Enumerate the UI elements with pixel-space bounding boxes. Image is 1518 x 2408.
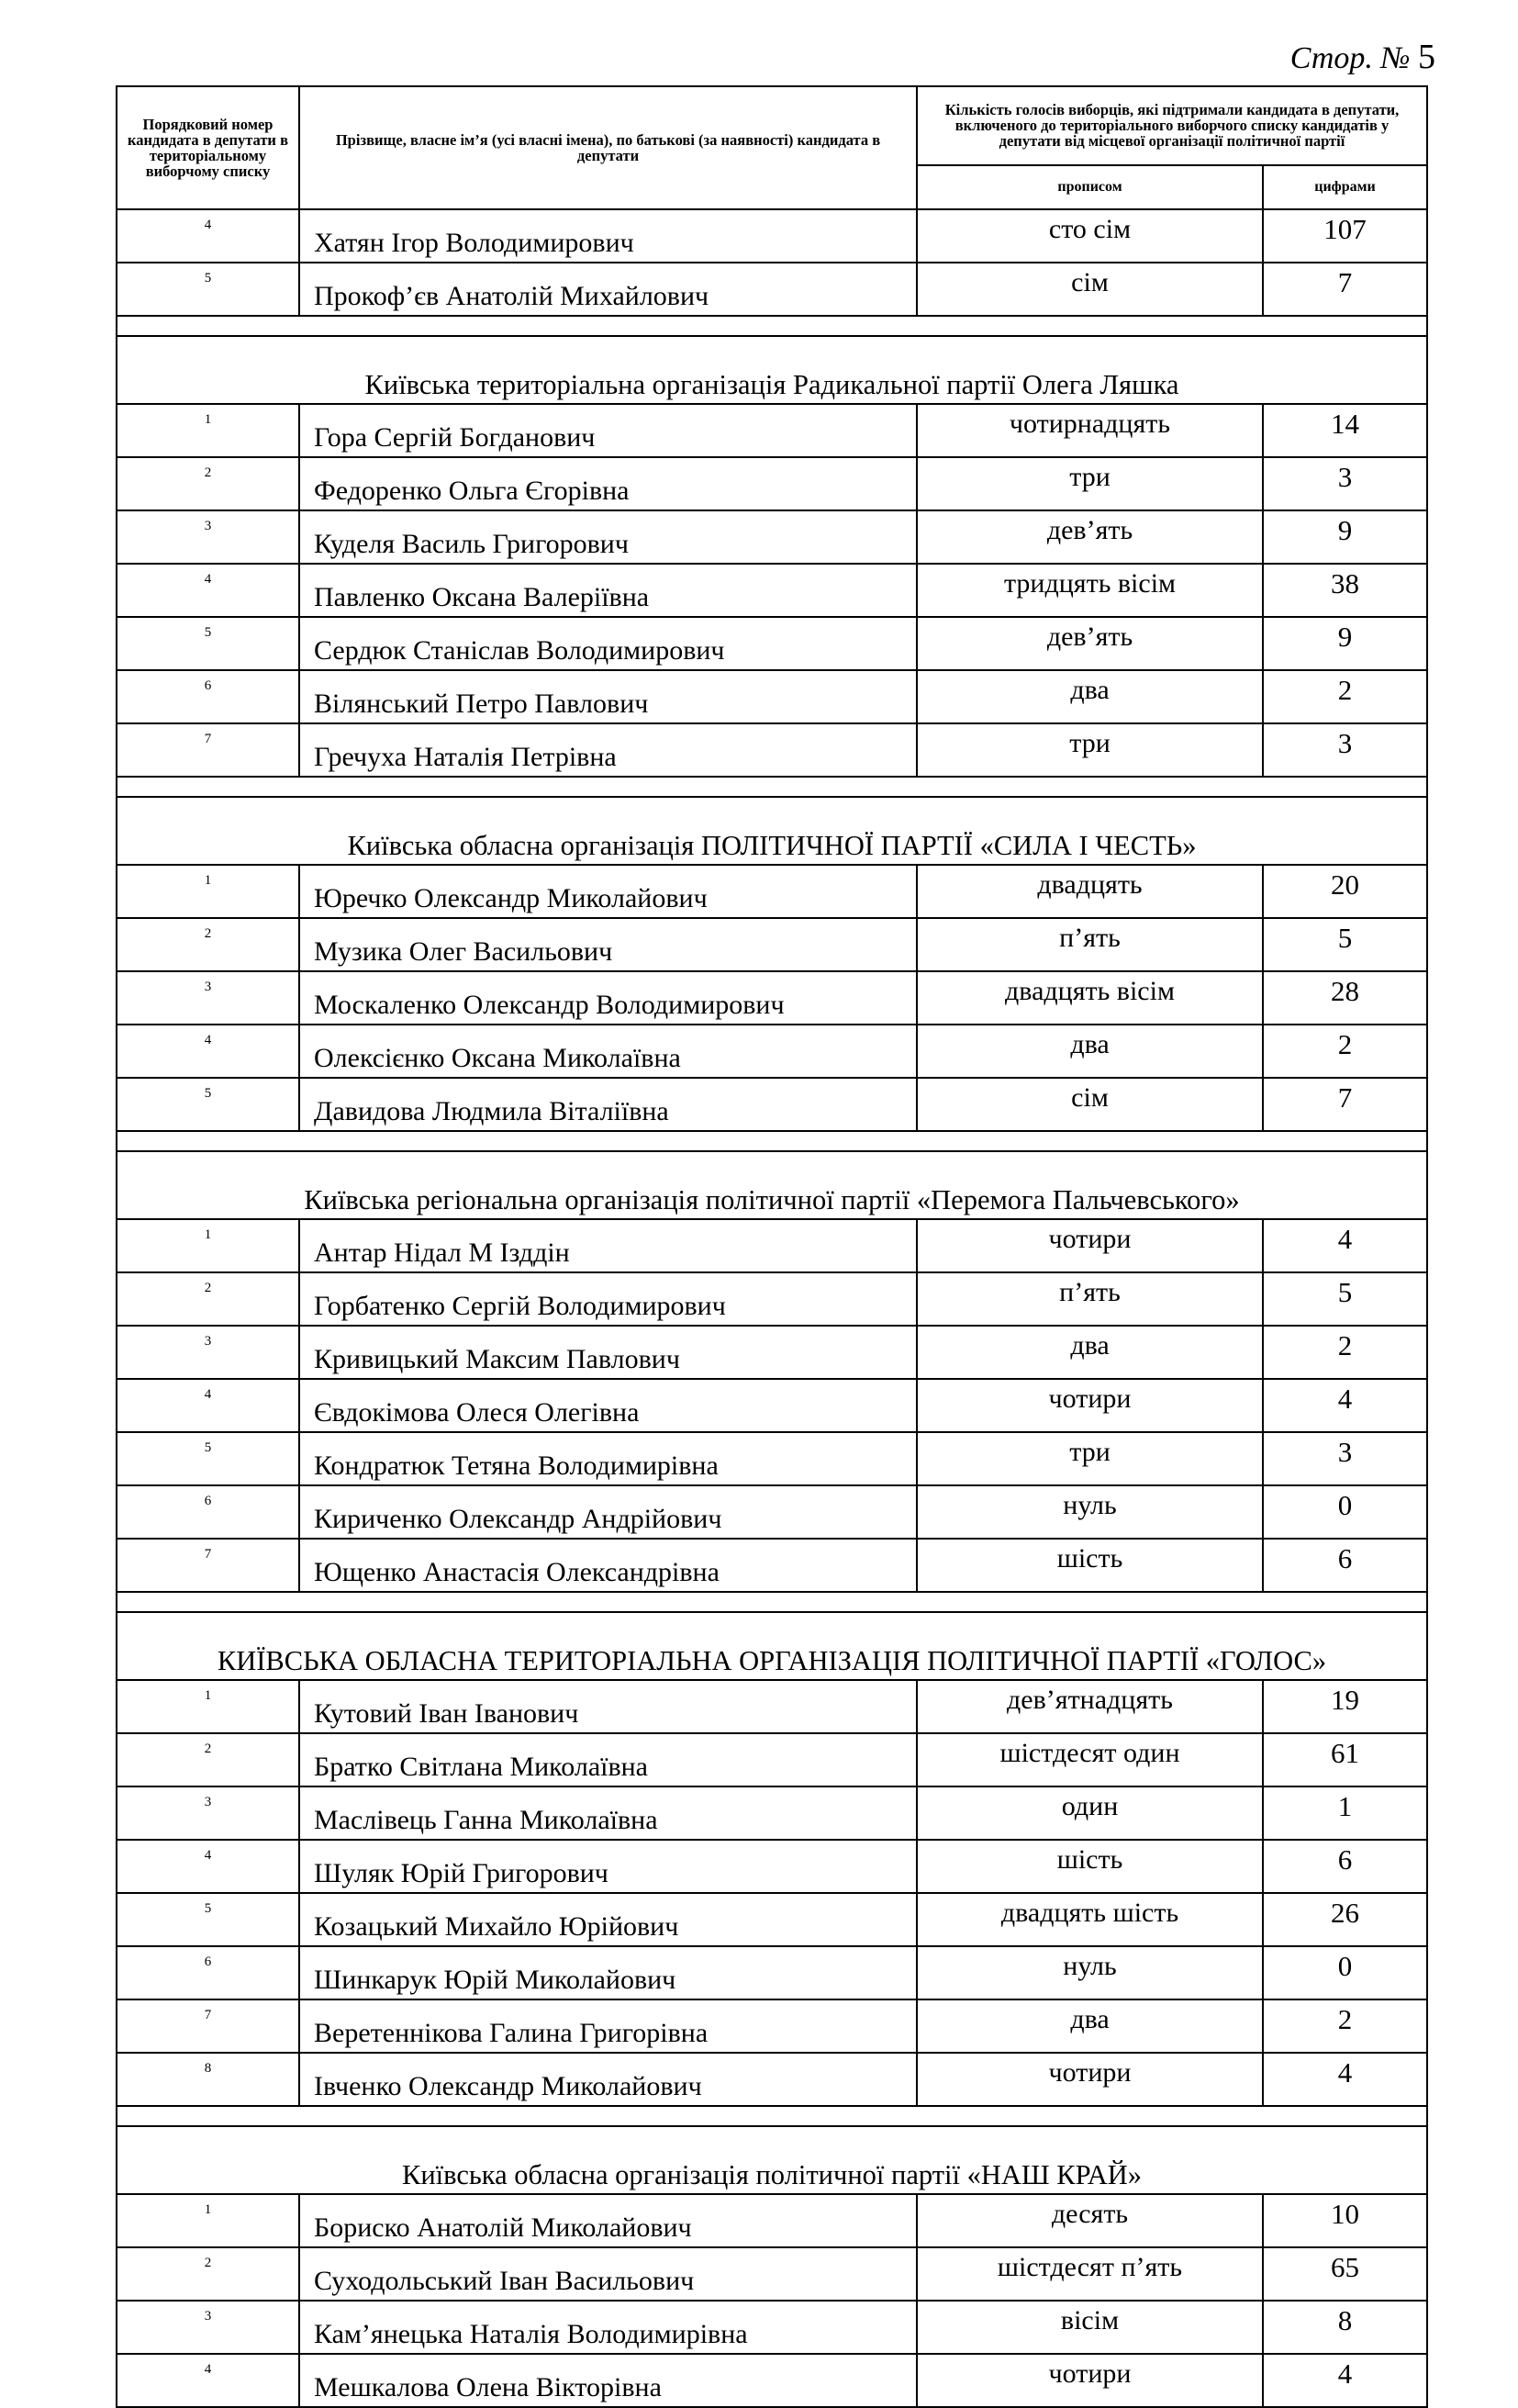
- candidate-row: [117, 2354, 1427, 2407]
- candidate-name: Сердюк Станіслав Володимирович: [299, 617, 917, 670]
- votes-in-words: два: [917, 1326, 1263, 1379]
- candidate-number: 3: [117, 1786, 299, 1840]
- party-header-row: [117, 2126, 1427, 2194]
- table-body: [117, 209, 1427, 2407]
- candidate-name: Гора Сергій Богданович: [299, 404, 917, 457]
- candidate-number: 6: [117, 1485, 299, 1539]
- votes-in-words: шістдесят п’ять: [917, 2247, 1263, 2301]
- page-number-prefix: Стор. №: [1289, 41, 1411, 75]
- candidate-name: Євдокімова Олеся Олегівна: [299, 1379, 917, 1432]
- votes-in-digits: 28: [1263, 971, 1427, 1025]
- party-title: КИЇВСЬКА ОБЛАСНА ТЕРИТОРІАЛЬНА ОРГАНІЗАЦІЯ ПОЛІТИЧНОЇ ПАРТІЇ «ГОЛОС»: [117, 1612, 1427, 1680]
- candidate-name: Павленко Оксана Валеріївна: [299, 564, 917, 617]
- candidate-name: Юречко Олександр Миколайович: [299, 865, 917, 918]
- votes-in-words: один: [917, 1786, 1263, 1840]
- candidate-number: 1: [117, 1680, 299, 1733]
- votes-in-digits: 8: [1263, 2301, 1427, 2354]
- votes-in-words: два: [917, 1025, 1263, 1078]
- votes-in-words: три: [917, 1432, 1263, 1485]
- candidate-number: 3: [117, 1326, 299, 1379]
- candidate-row: [117, 1025, 1427, 1078]
- candidate-row: [117, 1946, 1427, 1999]
- header-votes: Кількість голосів виборців, які підтримали кандидата в депутати, включеного до територіального виборчого списку кандидатів у депутати від місцевої організації політичної партії: [917, 86, 1427, 165]
- votes-in-words: десять: [917, 2194, 1263, 2247]
- votes-in-words: тридцять вісім: [917, 564, 1263, 617]
- party-title: Київська обласна організація політичної партії «НАШ КРАЙ»: [117, 2126, 1427, 2194]
- section-spacer: [117, 1131, 1427, 1151]
- candidate-name: Ющенко Анастасія Олександрівна: [299, 1539, 917, 1592]
- candidate-name: Гречуха Наталія Петрівна: [299, 723, 917, 777]
- section-spacer-cell: [117, 316, 1427, 336]
- page-number-value: 5: [1418, 38, 1435, 76]
- candidate-number: 2: [117, 918, 299, 971]
- candidate-name: Вілянський Петро Павлович: [299, 670, 917, 723]
- candidate-row: [117, 1680, 1427, 1733]
- candidate-row: [117, 457, 1427, 510]
- candidate-row: [117, 865, 1427, 918]
- table-header: [117, 86, 1427, 209]
- votes-in-words: сім: [917, 1078, 1263, 1131]
- candidate-number: 6: [117, 1946, 299, 1999]
- candidate-row: [117, 1219, 1427, 1272]
- votes-in-words: дев’ять: [917, 510, 1263, 564]
- votes-in-words: нуль: [917, 1946, 1263, 1999]
- votes-in-digits: 20: [1263, 865, 1427, 918]
- candidate-row: [117, 1326, 1427, 1379]
- candidate-row: [117, 2053, 1427, 2106]
- candidate-name: Давидова Людмила Віталіївна: [299, 1078, 917, 1131]
- candidate-row: [117, 564, 1427, 617]
- candidate-row: [117, 1840, 1427, 1893]
- votes-in-words: п’ять: [917, 918, 1263, 971]
- candidate-number: 1: [117, 404, 299, 457]
- candidate-name: Кутовий Іван Іванович: [299, 1680, 917, 1733]
- candidate-number: 5: [117, 263, 299, 316]
- header-in-words: прописом: [917, 165, 1263, 209]
- candidate-row: [117, 971, 1427, 1025]
- votes-in-digits: 19: [1263, 1680, 1427, 1733]
- votes-in-words: п’ять: [917, 1272, 1263, 1326]
- candidate-row: [117, 1539, 1427, 1592]
- candidate-name: Маслівець Ганна Миколаївна: [299, 1786, 917, 1840]
- votes-in-words: двадцять шість: [917, 1893, 1263, 1946]
- candidate-name: Куделя Василь Григорович: [299, 510, 917, 564]
- votes-in-words: два: [917, 670, 1263, 723]
- party-title: Київська територіальна організація Радикальної партії Олега Ляшка: [117, 336, 1427, 404]
- votes-in-words: двадцять вісім: [917, 971, 1263, 1025]
- candidate-name: Козацький Михайло Юрійович: [299, 1893, 917, 1946]
- party-header-row: [117, 1612, 1427, 1680]
- votes-in-digits: 3: [1263, 1432, 1427, 1485]
- candidate-name: Олексієнко Оксана Миколаївна: [299, 1025, 917, 1078]
- section-spacer: [117, 2106, 1427, 2126]
- party-header-row: [117, 797, 1427, 865]
- votes-in-digits: 0: [1263, 1485, 1427, 1539]
- candidate-name: Шинкарук Юрій Миколайович: [299, 1946, 917, 1999]
- candidate-row: [117, 617, 1427, 670]
- candidate-row: [117, 1893, 1427, 1946]
- votes-in-words: чотири: [917, 2354, 1263, 2407]
- votes-in-digits: 6: [1263, 1539, 1427, 1592]
- section-spacer-cell: [117, 1592, 1427, 1612]
- candidate-row: [117, 1786, 1427, 1840]
- votes-in-words: шість: [917, 1840, 1263, 1893]
- candidate-number: 4: [117, 1379, 299, 1432]
- votes-in-digits: 3: [1263, 723, 1427, 777]
- candidate-number: 4: [117, 564, 299, 617]
- votes-in-digits: 4: [1263, 2354, 1427, 2407]
- candidate-number: 2: [117, 2247, 299, 2301]
- votes-in-digits: 4: [1263, 2053, 1427, 2106]
- votes-in-digits: 61: [1263, 1733, 1427, 1786]
- header-order-number: [117, 86, 299, 209]
- candidate-name: Кам’янецька Наталія Володимирівна: [299, 2301, 917, 2354]
- votes-in-digits: 0: [1263, 1946, 1427, 1999]
- header-full-name: [299, 86, 917, 209]
- votes-in-digits: 7: [1263, 263, 1427, 316]
- candidate-row: [117, 1272, 1427, 1326]
- candidate-row: [117, 209, 1427, 263]
- party-title: Київська обласна організація ПОЛІТИЧНОЇ ПАРТІЇ «СИЛА І ЧЕСТЬ»: [117, 797, 1427, 865]
- votes-in-words: вісім: [917, 2301, 1263, 2354]
- votes-in-digits: 26: [1263, 1893, 1427, 1946]
- header-in-digits: цифрами: [1263, 165, 1427, 209]
- votes-in-digits: 2: [1263, 1999, 1427, 2053]
- votes-in-words: чотири: [917, 1379, 1263, 1432]
- candidate-row: [117, 2194, 1427, 2247]
- votes-in-words: шістдесят один: [917, 1733, 1263, 1786]
- candidate-row: [117, 1485, 1427, 1539]
- candidate-row: [117, 723, 1427, 777]
- votes-in-words: два: [917, 1999, 1263, 2053]
- candidate-row: [117, 918, 1427, 971]
- candidate-name: Суходольський Іван Васильович: [299, 2247, 917, 2301]
- candidate-number: 1: [117, 865, 299, 918]
- candidate-number: 5: [117, 1432, 299, 1485]
- votes-in-digits: 5: [1263, 1272, 1427, 1326]
- candidate-number: 2: [117, 1272, 299, 1326]
- candidate-number: 5: [117, 1893, 299, 1946]
- candidate-name: Бориско Анатолій Миколайович: [299, 2194, 917, 2247]
- section-spacer: [117, 777, 1427, 797]
- candidate-number: 3: [117, 2301, 299, 2354]
- votes-in-digits: 2: [1263, 670, 1427, 723]
- section-spacer-cell: [117, 777, 1427, 797]
- votes-in-words: дев’ятнадцять: [917, 1680, 1263, 1733]
- candidate-number: 1: [117, 1219, 299, 1272]
- votes-in-words: три: [917, 723, 1263, 777]
- candidate-number: 3: [117, 510, 299, 564]
- candidate-number: 7: [117, 723, 299, 777]
- candidate-number: 4: [117, 209, 299, 263]
- candidate-name: Прокоф’єв Анатолій Михайлович: [299, 263, 917, 316]
- candidate-row: [117, 1999, 1427, 2053]
- party-header-row: [117, 1151, 1427, 1219]
- party-title: Київська регіональна організація політичної партії «Перемога Пальчевського»: [117, 1151, 1427, 1219]
- candidate-name: Шуляк Юрій Григорович: [299, 1840, 917, 1893]
- candidate-number: 5: [117, 617, 299, 670]
- candidate-row: [117, 2301, 1427, 2354]
- party-header-row: [117, 336, 1427, 404]
- candidate-name: Хатян Ігор Володимирович: [299, 209, 917, 263]
- votes-in-words: сім: [917, 263, 1263, 316]
- candidate-number: 5: [117, 1078, 299, 1131]
- candidate-number: 8: [117, 2053, 299, 2106]
- page-number: [1290, 37, 1435, 77]
- candidate-number: 2: [117, 1733, 299, 1786]
- candidate-name: Івченко Олександр Миколайович: [299, 2053, 917, 2106]
- candidate-number: 4: [117, 2354, 299, 2407]
- votes-in-digits: 38: [1263, 564, 1427, 617]
- header-full-name-text: Прізвище, власне ім’я (усі власні імена), по батькові (за наявності) кандидата в депутати: [335, 131, 881, 164]
- votes-in-digits: 4: [1263, 1379, 1427, 1432]
- votes-in-digits: 14: [1263, 404, 1427, 457]
- candidate-number: 7: [117, 1999, 299, 2053]
- candidate-number: 7: [117, 1539, 299, 1592]
- candidate-row: [117, 1379, 1427, 1432]
- candidate-row: [117, 670, 1427, 723]
- candidate-name: Мешкалова Олена Вікторівна: [299, 2354, 917, 2407]
- candidate-name: Кондратюк Тетяна Володимирівна: [299, 1432, 917, 1485]
- votes-in-words: шість: [917, 1539, 1263, 1592]
- candidate-name: Братко Світлана Миколаївна: [299, 1733, 917, 1786]
- candidate-name: Москаленко Олександр Володимирович: [299, 971, 917, 1025]
- candidate-name: Веретеннікова Галина Григорівна: [299, 1999, 917, 2053]
- votes-in-digits: 6: [1263, 1840, 1427, 1893]
- votes-in-words: двадцять: [917, 865, 1263, 918]
- header-order-number-text: Порядковий номер кандидата в депутати в територіальному виборчому списку: [128, 116, 288, 180]
- candidate-row: [117, 263, 1427, 316]
- votes-in-digits: 2: [1263, 1326, 1427, 1379]
- votes-in-words: нуль: [917, 1485, 1263, 1539]
- section-spacer-cell: [117, 2106, 1427, 2126]
- candidate-row: [117, 404, 1427, 457]
- candidate-row: [117, 1432, 1427, 1485]
- candidate-number: 6: [117, 670, 299, 723]
- votes-in-digits: 1: [1263, 1786, 1427, 1840]
- votes-in-digits: 7: [1263, 1078, 1427, 1131]
- votes-in-words: три: [917, 457, 1263, 510]
- section-spacer-cell: [117, 1131, 1427, 1151]
- results-table: [116, 85, 1428, 2408]
- votes-in-words: чотирнадцять: [917, 404, 1263, 457]
- candidate-row: [117, 1078, 1427, 1131]
- votes-in-digits: 65: [1263, 2247, 1427, 2301]
- candidate-row: [117, 1733, 1427, 1786]
- candidate-row: [117, 510, 1427, 564]
- candidate-name: Горбатенко Сергій Володимирович: [299, 1272, 917, 1326]
- votes-in-words: дев’ять: [917, 617, 1263, 670]
- votes-in-words: сто сім: [917, 209, 1263, 263]
- candidate-number: 1: [117, 2194, 299, 2247]
- votes-in-digits: 9: [1263, 617, 1427, 670]
- votes-in-digits: 4: [1263, 1219, 1427, 1272]
- votes-in-digits: 2: [1263, 1025, 1427, 1078]
- votes-in-digits: 10: [1263, 2194, 1427, 2247]
- votes-in-digits: 107: [1263, 209, 1427, 263]
- section-spacer: [117, 316, 1427, 336]
- candidate-name: Кривицький Максим Павлович: [299, 1326, 917, 1379]
- votes-in-digits: 5: [1263, 918, 1427, 971]
- candidate-number: 2: [117, 457, 299, 510]
- votes-in-words: чотири: [917, 1219, 1263, 1272]
- candidate-number: 4: [117, 1025, 299, 1078]
- section-spacer: [117, 1592, 1427, 1612]
- candidate-number: 3: [117, 971, 299, 1025]
- votes-in-words: чотири: [917, 2053, 1263, 2106]
- candidate-name: Кириченко Олександр Андрійович: [299, 1485, 917, 1539]
- candidate-name: Музика Олег Васильович: [299, 918, 917, 971]
- candidate-name: Антар Нідал М Ізддін: [299, 1219, 917, 1272]
- candidate-number: 4: [117, 1840, 299, 1893]
- candidate-name: Федоренко Ольга Єгорівна: [299, 457, 917, 510]
- candidate-row: [117, 2247, 1427, 2301]
- votes-in-digits: 9: [1263, 510, 1427, 564]
- votes-in-digits: 3: [1263, 457, 1427, 510]
